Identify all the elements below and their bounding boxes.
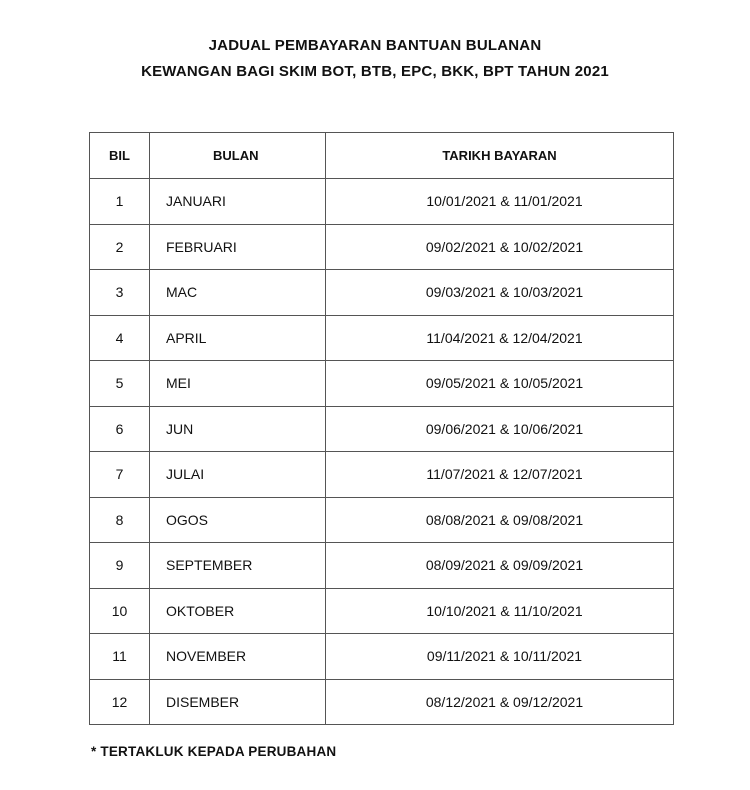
row-bil: 6 xyxy=(90,406,150,452)
row-bil: 3 xyxy=(90,270,150,316)
row-tarikh: 10/01/2021 & 11/01/2021 xyxy=(326,179,674,225)
row-bulan: APRIL xyxy=(150,315,326,361)
row-tarikh: 09/11/2021 & 10/11/2021 xyxy=(326,634,674,680)
row-bil: 1 xyxy=(90,179,150,225)
row-bil: 5 xyxy=(90,361,150,407)
header-tarikh: TARIKH BAYARAN xyxy=(326,133,674,179)
table-row xyxy=(90,406,674,452)
table-row xyxy=(90,179,674,225)
row-bulan: MAC xyxy=(150,270,326,316)
row-bil: 9 xyxy=(90,543,150,589)
row-bulan: JANUARI xyxy=(150,179,326,225)
table-row xyxy=(90,224,674,270)
row-bil: 7 xyxy=(90,452,150,498)
row-bil: 2 xyxy=(90,224,150,270)
row-tarikh: 10/10/2021 & 11/10/2021 xyxy=(326,588,674,634)
row-bulan: OKTOBER xyxy=(150,588,326,634)
row-bulan: FEBRUARI xyxy=(150,224,326,270)
table-row xyxy=(90,588,674,634)
document-subtitle: KEWANGAN BAGI SKIM BOT, BTB, EPC, BKK, BPT TAHUN 2021 xyxy=(141,63,609,80)
table-row xyxy=(90,270,674,316)
row-bulan: NOVEMBER xyxy=(150,634,326,680)
row-bulan: JUN xyxy=(150,406,326,452)
row-tarikh: 09/02/2021 & 10/02/2021 xyxy=(326,224,674,270)
header-bil: BIL xyxy=(90,133,150,179)
row-bil: 11 xyxy=(90,634,150,680)
table-row xyxy=(90,452,674,498)
row-bil: 4 xyxy=(90,315,150,361)
row-tarikh: 09/05/2021 & 10/05/2021 xyxy=(326,361,674,407)
table-row xyxy=(90,361,674,407)
row-bil: 8 xyxy=(90,497,150,543)
document-title: JADUAL PEMBAYARAN BANTUAN BULANAN xyxy=(208,37,542,54)
table-row xyxy=(90,679,674,725)
row-bil: 12 xyxy=(90,679,150,725)
header-bulan: BULAN xyxy=(150,133,326,179)
row-bil: 10 xyxy=(90,588,150,634)
row-bulan: MEI xyxy=(150,361,326,407)
row-tarikh: 11/07/2021 & 12/07/2021 xyxy=(326,452,674,498)
row-tarikh: 08/08/2021 & 09/08/2021 xyxy=(326,497,674,543)
table-row xyxy=(90,634,674,680)
table-row xyxy=(90,497,674,543)
table-row xyxy=(90,543,674,589)
row-tarikh: 08/12/2021 & 09/12/2021 xyxy=(326,679,674,725)
row-bulan: DISEMBER xyxy=(150,679,326,725)
row-tarikh: 09/03/2021 & 10/03/2021 xyxy=(326,270,674,316)
row-bulan: JULAI xyxy=(150,452,326,498)
row-bulan: SEPTEMBER xyxy=(150,543,326,589)
payment-schedule-table xyxy=(89,132,674,725)
footnote: * TERTAKLUK KEPADA PERUBAHAN xyxy=(91,744,337,759)
row-tarikh: 09/06/2021 & 10/06/2021 xyxy=(326,406,674,452)
row-bulan: OGOS xyxy=(150,497,326,543)
table-row xyxy=(90,315,674,361)
table-header-row xyxy=(90,133,674,179)
row-tarikh: 08/09/2021 & 09/09/2021 xyxy=(326,543,674,589)
row-tarikh: 11/04/2021 & 12/04/2021 xyxy=(326,315,674,361)
